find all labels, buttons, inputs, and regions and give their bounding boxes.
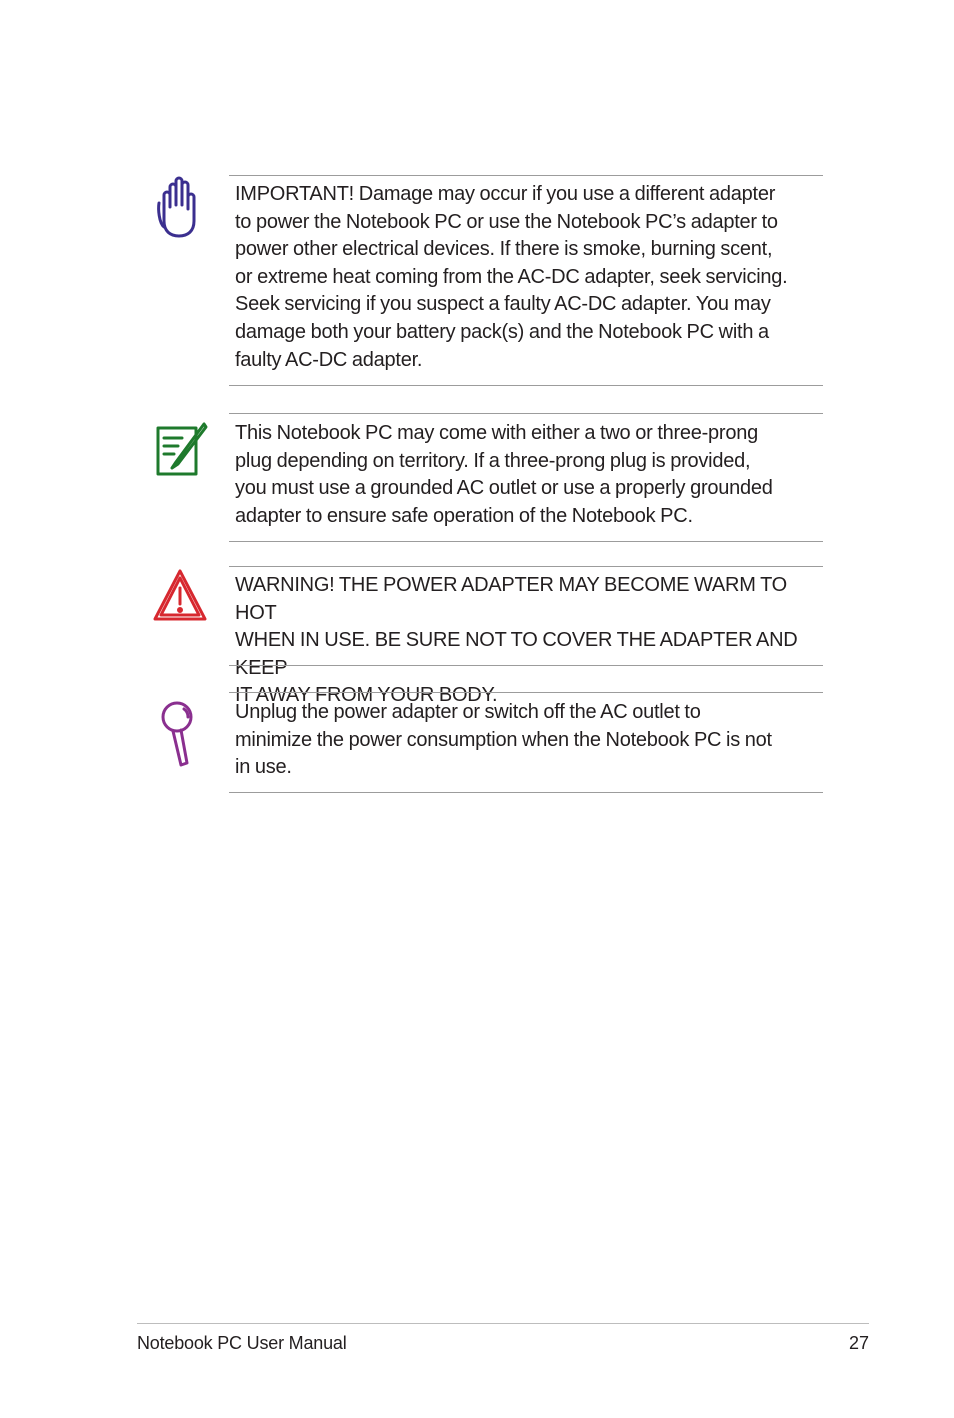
hand-stop-icon bbox=[150, 173, 210, 241]
magnifier-tip-icon bbox=[150, 697, 210, 769]
notice-top-rule bbox=[229, 413, 823, 414]
page-number: 27 bbox=[848, 1333, 869, 1353]
important-notice-text: IMPORTANT! Damage may occur if you use a different adapter to power the Notebook PC or use the Notebook PC’s adapter to power other electrical devices. If there is smoke, burning scent, or extreme heat coming from the AC-DC adapter, seek servicing. Seek servicing if you suspect a faulty AC-DC adapter. You may damage both your battery pack(s) and the Notebook PC with a faulty AC-DC adapter. bbox=[235, 183, 788, 371]
warning-notice-text: WARNING! THE POWER ADAPTER MAY BECOME WARM TO HOT WHEN IN USE. BE SURE NOT TO COVER THE ADAPTER AND KEEP IT AWAY FROM YOUR BODY. bbox=[235, 574, 798, 707]
warning-triangle-icon bbox=[150, 566, 210, 626]
footer-title: Notebook PC User Manual bbox=[137, 1333, 347, 1353]
tip-notice-text: Unplug the power adapter or switch off the AC outlet to minimize the power consumption when the Notebook PC is not in use. bbox=[235, 701, 772, 779]
note-notice-text: This Notebook PC may come with either a two or three-prong plug depending on territory. If a three-prong plug is provided, you must use a grounded AC outlet or use a properly grounded adapter to ensure safe operation of the Notebook PC. bbox=[235, 422, 773, 527]
notice-bottom-rule bbox=[229, 541, 823, 542]
notice-top-rule bbox=[229, 566, 823, 567]
footer-rule bbox=[137, 1323, 869, 1324]
notice-bottom-rule bbox=[229, 665, 823, 666]
notice-bottom-rule bbox=[229, 385, 823, 386]
notice-top-rule bbox=[229, 692, 823, 693]
note-pencil-icon bbox=[150, 418, 210, 480]
notice-top-rule bbox=[229, 175, 823, 176]
notice-bottom-rule bbox=[229, 792, 823, 793]
